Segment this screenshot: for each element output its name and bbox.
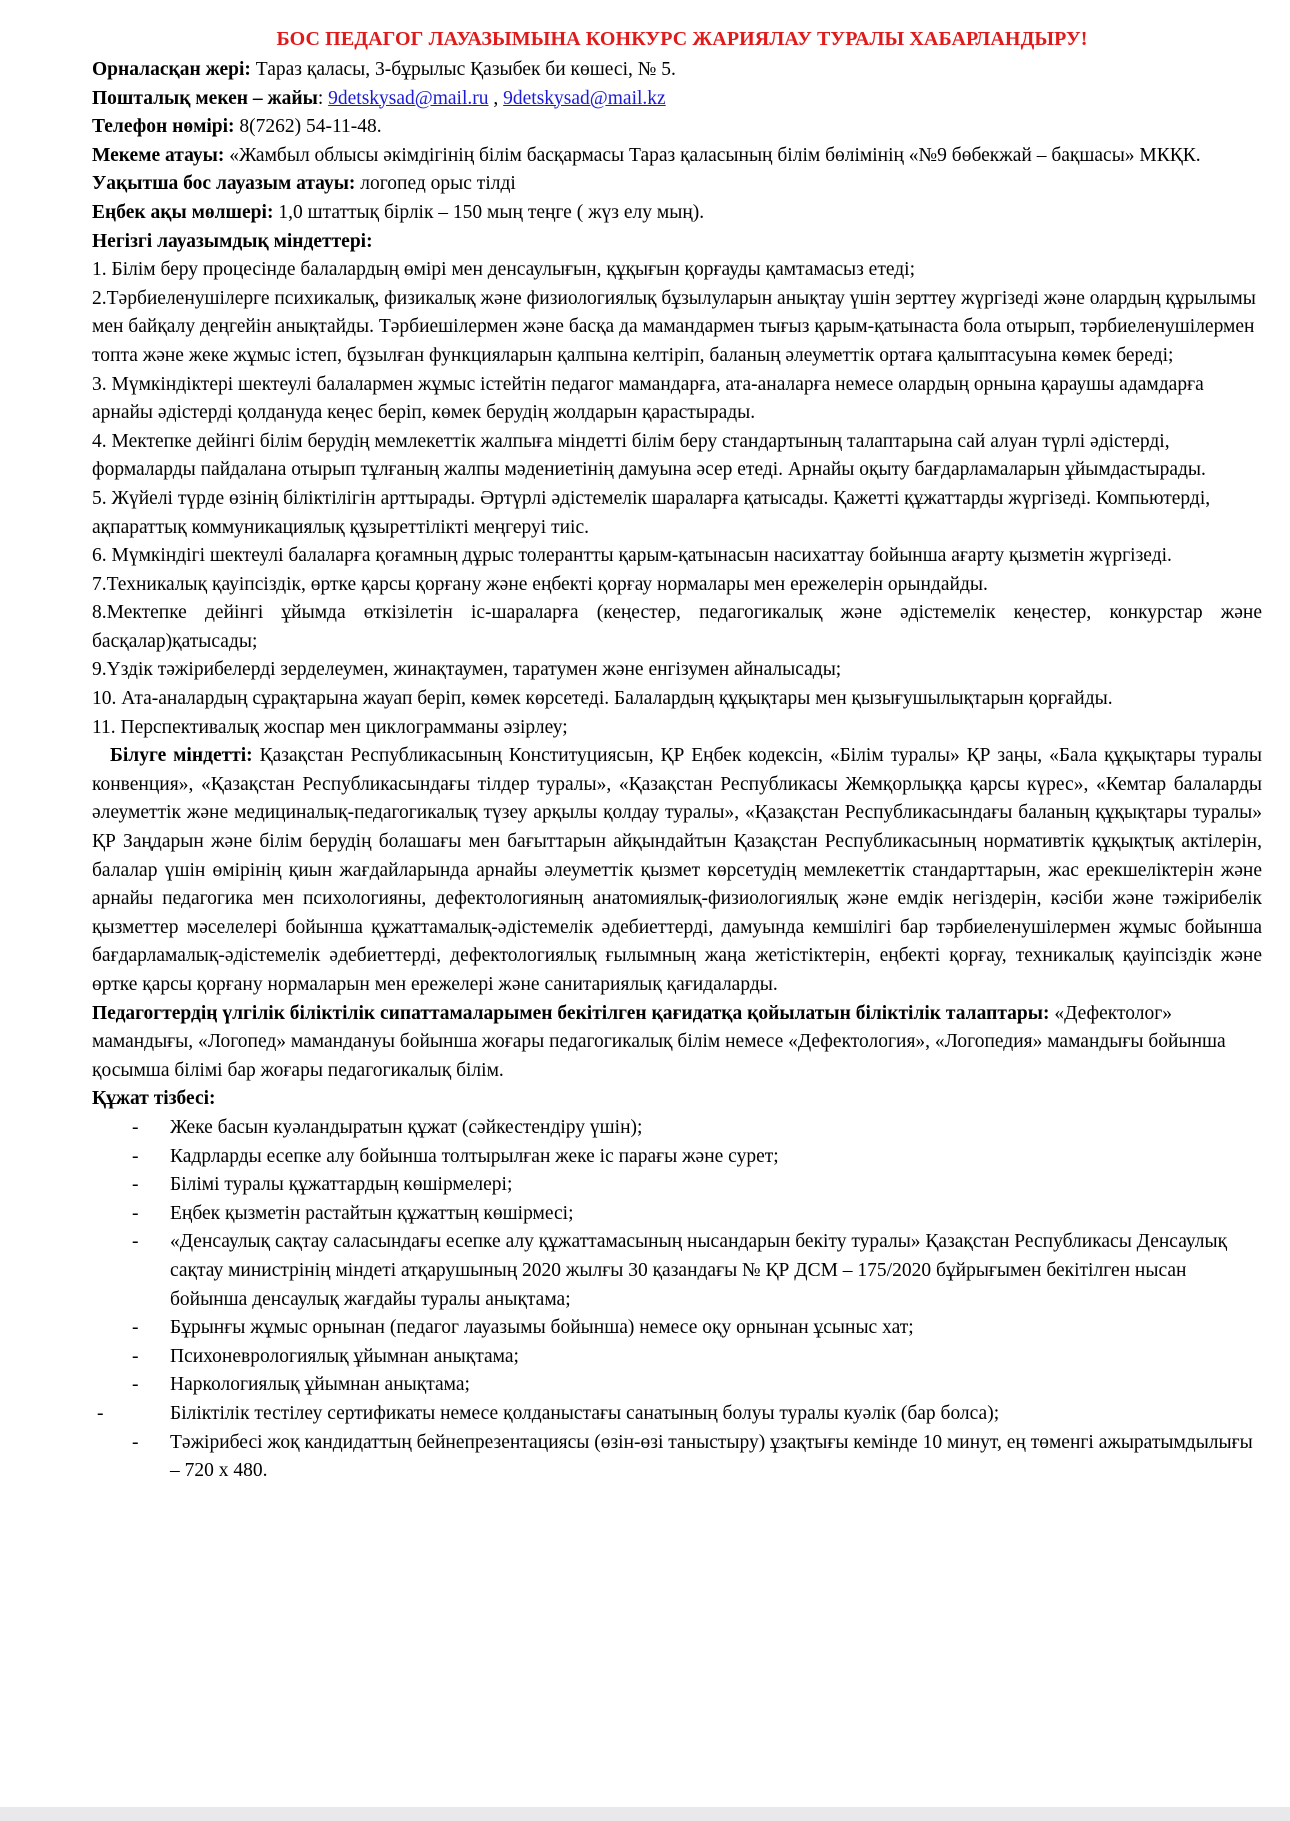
document-item [92, 1400, 1262, 1429]
document-item-text: Наркологиялық ұйымнан анықтама; [170, 1374, 470, 1396]
postal-label: Пошталық мекен – жайы [92, 87, 318, 109]
duty-item: 4. Мектепке дейінгі білім берудің мемлекеттік жалпыға міндетті білім беру стандартының талаптарына сай алуан түрлі әдістерді, формаларды пайдалана отырып тұлғаның жалпы мәдениетінің дамуына әсер етеді. Арнайы оқыту бағдарламаларын ұйымдастырады. [92, 430, 1206, 481]
duty-item: 1. Білім беру процесінде балалардың өмірі мен денсаулығын, құқығын қорғауды қамтамасыз етеді; [92, 259, 916, 281]
duties-list [92, 256, 1262, 742]
document-item-text: Тәжірибесі жоқ кандидаттың бейнепрезентациясы (өзін-өзі таныстыру) ұзақтығы кемінде 10 минут, ең төменгі ажыратымдылығы – 720 х 480. [170, 1431, 1253, 1482]
list-dash: - [132, 1202, 139, 1224]
location-line [92, 56, 1262, 85]
duty-item: 6. Мүмкіндігі шектеулі балаларға қоғамның дұрыс толерантты қарым-қатынасын насихаттау бойынша ағарту қызметін жүргізеді. [92, 545, 1172, 567]
duty-item: 3. Мүмкіндіктері шектеулі балалармен жұмыс істейтін педагог мамандарға, ата-аналарға немесе олардың орнына қараушы адамдарға арнайы әдістерді қолдануда кеңес беріп, көмек берудің жолдарын қарастырады. [92, 373, 1204, 424]
email-separator: , [488, 87, 504, 109]
salary-line [92, 199, 1262, 228]
announcement-body [92, 22, 1262, 1486]
document-item [92, 1200, 1262, 1229]
duty-item: 2.Тәрбиеленушілерге психикалық, физикалық және физиологиялық бұзылуларын анықтау үшін зерттеу жүргізеді және олардың құрылымы мен байқалу деңгейін анықтайды. Тәрбиешілермен және басқа да мамандармен тығыз қарым-қатынаста бола отырып, тәрбиеленушілермен топта және жеке жұмыс істеп, бұзылған функцияларын қалпына келтіріп, баланың әлеуметтік ортаға қалыптасуына көмек береді; [92, 287, 1256, 366]
duty-item: 11. Перспективалық жоспар мен циклограмманы әзірлеу; [92, 716, 568, 738]
knowledge-text: Қазақстан Республикасының Конституциясын, ҚР Еңбек кодексін, «Білім туралы» ҚР заңы, «Бала құқықтары туралы конвенция», «Қазақстан Республикасындағы тілдер туралы», «Қазақстан Республикасы Жемқорлыққа қарсы күрес», «Кемтар балаларды әлеуметтік және медициналық-педагогикалық түзеу арқылы қолдау туралы», «Қазақстан Республикасындағы баланың құқықтары туралы» ҚР Заңдарын және білім берудің болашағы мен бағыттарын айқындайтын Қазақстан Республикасының нормативтік құқықтық актілерін, балалар үшін өмірінің қиын жағдайларында арнайы әлеуметтік қызмет көрсетудің мемлекеттік стандарттарын, жас ерекшеліктерін және арнайы педагогика мен психологияны, дефектологияның анатомиялық-физиологиялық және емдік негіздерін, кәсіби және тәжірибелік қызметтер мәселелері бойынша құжаттамалық-әдістемелік әдебиеттерді, дамуында кемшілігі бар тәрбиеленушілермен жұмыс бойынша бағдарламалық-әдістемелік әдебиеттерді, дефектологиялық ғылымның жаңа жетістіктерін, еңбекті қорғау, техникалық қауіпсіздік және өртке қарсы қорғану нормаларын мен ережелері және санитариялық қағидаларды. [92, 745, 1262, 995]
vacancy-label: Уақытша бос лауазым атауы: [92, 173, 356, 195]
knowledge-label: Білуге міндетті: [110, 745, 253, 767]
duty-item: 9.Үздік тәжірибелерді зерделеумен, жинақтаумен, таратумен және енгізумен айналысады; [92, 659, 842, 681]
postal-line [92, 85, 1262, 114]
email-link-ru[interactable]: 9detskysad@mail.ru [328, 87, 489, 109]
document-item [92, 1314, 1262, 1343]
list-dash: - [132, 1116, 139, 1138]
document-item-text: Бұрынғы жұмыс орнынан (педагог лауазымы бойынша) немесе оқу орнынан ұсыныс хат; [170, 1317, 914, 1339]
list-dash: - [97, 1402, 104, 1424]
document-item-text: Біліктілік тестілеу сертификаты немесе қолданыстағы санатының болуы туралы куәлік (бар болса); [170, 1402, 1000, 1424]
document-item-text: Жеке басын куәландыратын құжат (сәйкестендіру үшін); [170, 1116, 643, 1138]
list-dash: - [132, 1231, 139, 1253]
duty-item: 7.Техникалық қауіпсіздік, өртке қарсы қорғану және еңбекті қорғау нормалары мен ережелерін орындайды. [92, 573, 988, 595]
document-item-text: Еңбек қызметін растайтын құжаттың көшірмесі; [170, 1202, 574, 1224]
document-item-text: «Денсаулық сақтау саласындағы есепке алу құжаттамасының нысандарын бекіту туралы» Қазақстан Республикасы Денсаулық сақтау министрінің міндеті атқарушының 2020 жылғы 30 қазандағы № ҚР ДСМ – 175/2020 бұйрығымен бекітілген нысан бойынша денсаулық жағдайы туралы анықтама; [170, 1231, 1228, 1310]
document-item [92, 1143, 1262, 1172]
phone-line [92, 113, 1262, 142]
document-item [92, 1171, 1262, 1200]
list-dash: - [132, 1174, 139, 1196]
knowledge-paragraph [92, 742, 1262, 999]
salary-label: Еңбек ақы мөлшері: [92, 201, 274, 223]
list-dash: - [132, 1145, 139, 1167]
documents-heading: Құжат тізбесі: [92, 1088, 216, 1110]
qualification-label: Педагогтердің үлгілік біліктілік сипаттамаларымен бекітілген қағидатқа қойылатын біліктілік талаптары: [92, 1002, 1050, 1024]
document-item [92, 1343, 1262, 1372]
bottom-strip [0, 1807, 1290, 1821]
qualification-paragraph [92, 1000, 1262, 1086]
list-dash: - [132, 1374, 139, 1396]
document-item [92, 1429, 1262, 1486]
postal-separator: : [317, 87, 329, 109]
document-item [92, 1114, 1262, 1143]
phone-label: Телефон нөмірі: [92, 116, 235, 138]
duty-item: 8.Мектепке дейінгі ұйымда өткізілетін іс-шараларға (кеңестер, педагогикалық және әдістемелік кеңестер, конкурстар және басқалар)қатысады; [92, 602, 1262, 652]
phone-value: 8(7262) 54-11-48. [239, 116, 382, 138]
documents-list [92, 1114, 1262, 1486]
document-item-text: Кадрларды есепке алу бойынша толтырылған жеке іс парағы және сурет; [170, 1145, 779, 1167]
document-item [92, 1228, 1262, 1314]
document-item-text: Білімі туралы құжаттардың көшірмелері; [170, 1174, 513, 1196]
duty-item: 10. Ата-аналардың сұрақтарына жауап беріп, көмек көрсетеді. Балалардың құқықтары мен қызығушылықтарын қорғайды. [92, 688, 1113, 710]
list-dash: - [132, 1431, 139, 1453]
institution-label: Мекеме атауы: [92, 144, 225, 166]
vacancy-value: логопед орыс тілді [360, 173, 516, 195]
institution-value: «Жамбыл облысы әкімдігінің білім басқармасы Тараз қаласының білім бөлімінің «№9 бөбекжай – бақшасы» МКҚК. [229, 144, 1201, 166]
location-value: Тараз қаласы, 3-бұрылыс Қазыбек би көшесі, № 5. [255, 59, 676, 80]
location-label: Орналасқан жері: [92, 59, 251, 80]
list-dash: - [132, 1317, 139, 1339]
duties-heading: Негізгі лауазымдық міндеттері: [92, 230, 373, 252]
duty-item: 5. Жүйелі түрде өзінің біліктілігін арттырады. Әртүрлі әдістемелік шараларға қатысады. Қажетті құжаттарды жүргізеді. Компьютерді, ақпараттық коммуникациялық құзыреттілікті меңгеруі тиіс. [92, 487, 1211, 538]
email-link-kz[interactable]: 9detskysad@mail.kz [503, 87, 666, 109]
announcement-title: БОС ПЕДАГОГ ЛАУАЗЫМЫНА КОНКУРС ЖАРИЯЛАУ ТУРАЛЫ ХАБАРЛАНДЫРУ! [276, 28, 1088, 50]
document-item [92, 1371, 1262, 1400]
qualification-text: «Дефектолог» мамандығы, «Логопед» мамандануы бойынша жоғары педагогикалық білім немесе «Дефектология», «Логопедия» мамандығы бойынша қосымша білімі бар жоғары педагогикалық білім. [92, 1002, 1226, 1081]
salary-value: 1,0 штаттық бірлік – 150 мың теңге ( жүз елу мың). [278, 201, 705, 223]
list-dash: - [132, 1345, 139, 1367]
vacancy-line [92, 170, 1262, 199]
document-item-text: Психоневрологиялық ұйымнан анықтама; [170, 1345, 519, 1367]
institution-line [92, 142, 1262, 171]
